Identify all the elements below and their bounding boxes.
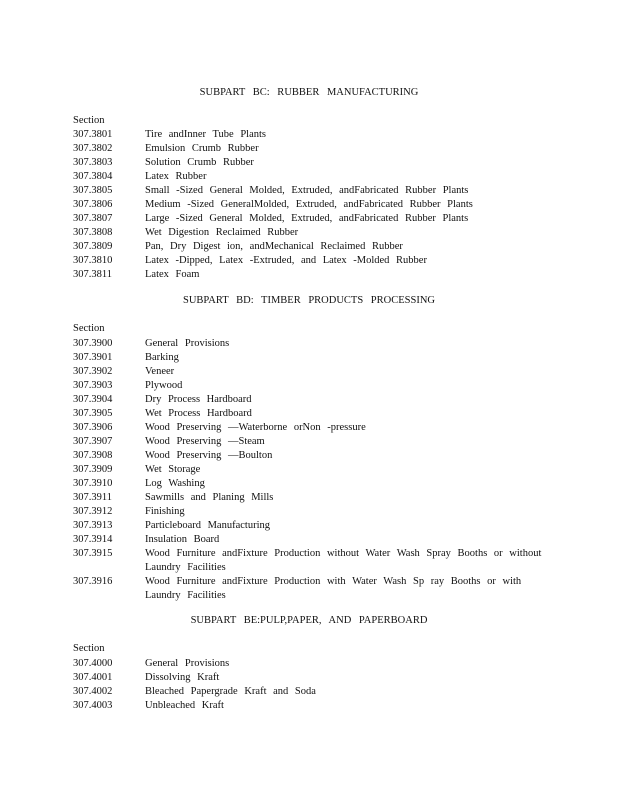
section-title: Wood Furniture andFixture Production with Water Wash Sp ray Booths or with Laundry Facilities <box>145 576 522 601</box>
section-title: Tire andInner Tube Plants <box>145 129 266 140</box>
section-title: Large -Sized General Molded, Extruded, andFabricated Rubber Plants <box>145 213 469 224</box>
section-number: 307.3911 <box>73 492 112 503</box>
entry-307-4003 <box>73 699 543 713</box>
entry-307-4002 <box>73 685 543 699</box>
entry-307-3910 <box>73 477 543 491</box>
section-title: Emulsion Crumb Rubber <box>145 143 259 154</box>
section-number: 307.3916 <box>73 576 113 587</box>
entry-307-3805 <box>73 184 543 198</box>
section-title: Log Washing <box>145 478 205 489</box>
section-title: Veneer <box>145 366 175 377</box>
section-number: 307.3913 <box>73 520 113 531</box>
entry-307-3912 <box>73 505 543 519</box>
section-title: Small -Sized General Molded, Extruded, andFabricated Rubber Plants <box>145 185 469 196</box>
section-number: 307.3909 <box>73 464 113 475</box>
entry-307-3909 <box>73 463 543 477</box>
section-title: Barking <box>145 352 179 363</box>
entry-307-3900 <box>73 337 543 351</box>
entry-307-3807 <box>73 212 543 226</box>
entry-307-3914 <box>73 533 543 547</box>
section-number: 307.3907 <box>73 436 113 447</box>
entry-307-3901 <box>73 351 543 365</box>
section-title: Wood Preserving —Boulton <box>145 450 273 461</box>
section-title: General Provisions <box>145 338 230 349</box>
entry-307-3811 <box>73 268 543 282</box>
section-number: 307.3802 <box>73 143 113 154</box>
subpart-be-heading: SUBPART BE:PULP,PAPER, AND PAPERBOARD <box>190 615 428 626</box>
entry-307-3905 <box>73 407 543 421</box>
entry-307-3804 <box>73 170 543 184</box>
section-title: Wood Furniture andFixture Production without Water Wash Spray Booths or without Laundry Facilities <box>145 548 542 573</box>
entry-307-3915 <box>73 547 543 575</box>
section-title: Unbleached Kraft <box>145 700 224 711</box>
section-number: 307.3905 <box>73 408 113 419</box>
section-title: Latex -Dipped, Latex -Extruded, and Latex -Molded Rubber <box>145 255 427 266</box>
entry-307-3808 <box>73 226 543 240</box>
section-title: Wood Preserving —Steam <box>145 436 265 447</box>
section-title: Bleached Papergrade Kraft and Soda <box>145 686 316 697</box>
section-number: 307.4002 <box>73 686 113 697</box>
entry-307-3902 <box>73 365 543 379</box>
entry-307-3904 <box>73 393 543 407</box>
subpart-bc-heading: SUBPART BC: RUBBER MANUFACTURING <box>199 87 419 98</box>
section-number: 307.4001 <box>73 672 113 683</box>
section-number: 307.3904 <box>73 394 113 405</box>
subpart-bd-section-label: Section <box>73 323 105 334</box>
entry-307-3810 <box>73 254 543 268</box>
section-number: 307.3803 <box>73 157 113 168</box>
section-number: 307.3901 <box>73 352 113 363</box>
section-number: 307.3912 <box>73 506 113 517</box>
section-title: Plywood <box>145 380 183 391</box>
section-number: 307.3910 <box>73 478 113 489</box>
entry-307-3809 <box>73 240 543 254</box>
section-number: 307.3915 <box>73 548 113 559</box>
section-number: 307.3902 <box>73 366 113 377</box>
subpart-be-section-label: Section <box>73 643 105 654</box>
section-number: 307.3806 <box>73 199 113 210</box>
entry-307-3913 <box>73 519 543 533</box>
section-number: 307.3805 <box>73 185 113 196</box>
section-number: 307.3908 <box>73 450 113 461</box>
section-title: Wet Storage <box>145 464 201 475</box>
section-number: 307.3809 <box>73 241 113 252</box>
section-title: Wet Digestion Reclaimed Rubber <box>145 227 299 238</box>
section-title: Solution Crumb Rubber <box>145 157 254 168</box>
subpart-be-entries <box>73 657 543 713</box>
entry-307-3806 <box>73 198 543 212</box>
section-title: Medium -Sized GeneralMolded, Extruded, andFabricated Rubber Plants <box>145 199 473 210</box>
subpart-bd-heading: SUBPART BD: TIMBER PRODUCTS PROCESSING <box>183 295 435 306</box>
section-number: 307.3906 <box>73 422 113 433</box>
section-title: Pan, Dry Digest ion, andMechanical Reclaimed Rubber <box>145 241 403 252</box>
section-title: Particleboard Manufacturing <box>145 520 270 531</box>
section-number: 307.3903 <box>73 380 113 391</box>
section-title: Dry Process Hardboard <box>145 394 252 405</box>
entry-307-3908 <box>73 449 543 463</box>
section-title: Insulation Board <box>145 534 220 545</box>
section-title: Latex Foam <box>145 269 200 280</box>
entry-307-3801 <box>73 128 543 142</box>
section-number: 307.3807 <box>73 213 113 224</box>
section-number: 307.3808 <box>73 227 113 238</box>
entry-307-3903 <box>73 379 543 393</box>
section-number: 307.3914 <box>73 534 113 545</box>
section-number: 307.3900 <box>73 338 113 349</box>
section-number: 307.3804 <box>73 171 113 182</box>
entry-307-3803 <box>73 156 543 170</box>
subpart-bc-section-label: Section <box>73 115 105 126</box>
section-title: Wood Preserving —Waterborne orNon -pressure <box>145 422 366 433</box>
section-title: Finishing <box>145 506 185 517</box>
section-title: General Provisions <box>145 658 230 669</box>
entry-307-3907 <box>73 435 543 449</box>
section-title: Sawmills and Planing Mills <box>145 492 274 503</box>
section-number: 307.3801 <box>73 129 113 140</box>
subpart-bc-entries <box>73 128 543 282</box>
section-title: Dissolving Kraft <box>145 672 220 683</box>
entry-307-3906 <box>73 421 543 435</box>
section-number: 307.3810 <box>73 255 113 266</box>
section-number: 307.4000 <box>73 658 113 669</box>
entry-307-4001 <box>73 671 543 685</box>
subpart-bd-entries <box>73 337 543 603</box>
entry-307-3916 <box>73 575 543 603</box>
entry-307-3911 <box>73 491 543 505</box>
section-number: 307.3811 <box>73 269 112 280</box>
section-title: Wet Process Hardboard <box>145 408 252 419</box>
section-number: 307.4003 <box>73 700 113 711</box>
entry-307-4000 <box>73 657 543 671</box>
entry-307-3802 <box>73 142 543 156</box>
section-title: Latex Rubber <box>145 171 207 182</box>
